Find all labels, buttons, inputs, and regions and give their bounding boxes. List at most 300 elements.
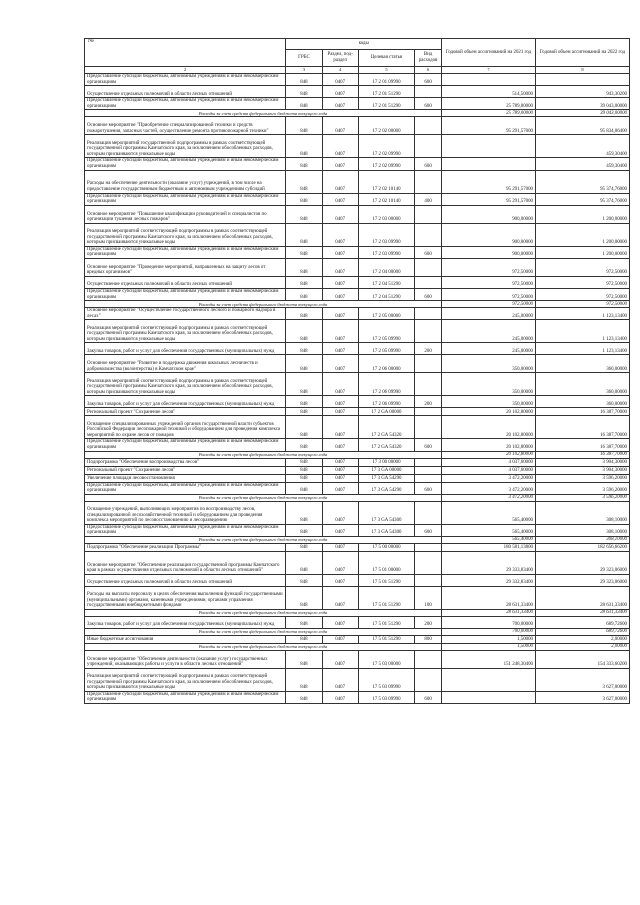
row-amount-2022: 1 200,00000: [535, 223, 629, 246]
row-amount-2022: 1 123,13400: [535, 343, 629, 355]
row-amount-2022: 1 123,13400: [535, 308, 629, 320]
row-section: 0407: [322, 650, 358, 668]
row-grbs: 848: [286, 458, 322, 466]
row-grbs: 848: [286, 308, 322, 320]
row-target-code: 17 2 01 09990: [358, 74, 414, 86]
row-amount-2022: 2,00000: [535, 635, 629, 643]
row-name: Подпрограмма "Обеспечение реализации Программы": [85, 543, 286, 551]
row-name: Предоставление субсидий бюджетным, автономным учреждениям и иным некоммерческим организациям: [85, 246, 286, 258]
row-name: Осуществление отдельных полномочий в области лесных отношений: [85, 574, 286, 586]
column-number: 3: [286, 67, 322, 74]
subtotal-row: [85, 451, 630, 458]
table-row: [85, 635, 630, 643]
row-expense-kind: 100: [415, 586, 442, 609]
row-section: 0407: [322, 635, 358, 643]
row-section: 0407: [322, 474, 358, 482]
row-section: 0407: [322, 551, 358, 574]
row-amount-2022: 1 200,00000: [535, 246, 629, 258]
row-amount-2022: 308,10000: [535, 524, 629, 536]
row-expense-kind: 600: [415, 691, 442, 703]
row-target-code: 17 3 GA 54300: [358, 524, 414, 536]
row-name: Предоставление субсидий бюджетным, автономным учреждениям и иным некоммерческим организациям: [85, 193, 286, 205]
row-grbs: 848: [286, 482, 322, 494]
row-target-code: 17 2 01 51290: [358, 98, 414, 110]
row-amount-2021: 20 102,80000: [442, 451, 536, 458]
subtotal-row: [85, 628, 630, 635]
row-section: 0407: [322, 276, 358, 288]
row-target-code: 17 2 04 51290: [358, 288, 414, 300]
column-number: 7: [442, 67, 536, 74]
table-row: [85, 668, 630, 691]
row-section: 0407: [322, 373, 358, 396]
table-row: [85, 308, 630, 320]
row-amount-2022: 3 904,30000: [535, 466, 629, 474]
row-amount-2021: 972,50000: [442, 276, 536, 288]
row-expense-kind: [415, 223, 442, 246]
row-section: 0407: [322, 416, 358, 439]
row-name: Расходы за счет средств федерального бюджета текущего года: [85, 643, 442, 650]
row-expense-kind: [415, 355, 442, 373]
row-section: 0407: [322, 466, 358, 474]
row-section: 0407: [322, 691, 358, 703]
row-grbs: 848: [286, 635, 322, 643]
table-row: [85, 551, 630, 574]
row-grbs: 848: [286, 158, 322, 170]
row-name: Основное мероприятие "Обеспечение реализации государственной программы Камчатского края в рамках осуществления отдельных полномочий в области лесных отношений": [85, 551, 286, 574]
row-expense-kind: 600: [415, 98, 442, 110]
row-name: Расходы за счет средств федерального бюджета текущего года: [85, 609, 442, 616]
row-amount-2022: 95 374,76000: [535, 193, 629, 205]
table-row: [85, 320, 630, 343]
row-section: 0407: [322, 320, 358, 343]
row-amount-2021: 28 631,33400: [442, 609, 536, 616]
table-row: [85, 373, 630, 396]
row-amount-2022: 943,30200: [535, 86, 629, 98]
row-section: 0407: [322, 586, 358, 609]
row-grbs: 848: [286, 205, 322, 223]
subtotal-row: [85, 643, 630, 650]
row-grbs: 848: [286, 586, 322, 609]
table-row: [85, 193, 630, 205]
table-row: [85, 482, 630, 494]
row-amount-2021: [442, 74, 536, 86]
row-amount-2021: 350,00000: [442, 396, 536, 408]
row-expense-kind: [415, 408, 442, 416]
column-number: 5: [358, 67, 414, 74]
row-amount-2022: 3 596,20000: [535, 482, 629, 494]
row-target-code: 17 2 04 00000: [358, 258, 414, 276]
row-name: Основное мероприятие "Развитие и поддержка движения школьных лесничеств и добровольчества (волонтерства) в Камчатском крае": [85, 355, 286, 373]
row-section: 0407: [322, 524, 358, 536]
row-expense-kind: 600: [415, 524, 442, 536]
row-amount-2021: 565,40000: [442, 524, 536, 536]
table-row: [85, 439, 630, 451]
row-section: 0407: [322, 193, 358, 205]
row-grbs: 848: [286, 466, 322, 474]
row-expense-kind: 600: [415, 246, 442, 258]
row-expense-kind: 200: [415, 616, 442, 628]
column-number: 2: [85, 67, 286, 74]
table-row: [85, 524, 630, 536]
row-expense-kind: [415, 86, 442, 98]
row-amount-2021: 972,50000: [442, 258, 536, 276]
row-amount-2021: [442, 668, 536, 691]
row-target-code: 17 2 05 09990: [358, 320, 414, 343]
row-amount-2021: 972,50000: [442, 288, 536, 300]
row-section: 0407: [322, 543, 358, 551]
row-amount-2022: 16 387,70000: [535, 439, 629, 451]
row-amount-2021: [442, 691, 536, 703]
year-2021-header: Годовой объем ассигнований на 2021 год: [442, 39, 536, 67]
row-grbs: 848: [286, 373, 322, 396]
row-amount-2021: 25 789,00000: [442, 110, 536, 117]
row-amount-2021: [442, 135, 536, 158]
table-row: [85, 501, 630, 524]
row-amount-2021: 3 472,20000: [442, 474, 536, 482]
row-target-code: 17 3 GA 54290: [358, 474, 414, 482]
row-amount-2022: 28 631,33400: [535, 586, 629, 609]
row-target-code: 17 5 01 51290: [358, 574, 414, 586]
row-amount-2022: 29 323,06000: [535, 551, 629, 574]
row-grbs: 848: [286, 135, 322, 158]
table-row: [85, 158, 630, 170]
row-amount-2022: 689,72600: [535, 628, 629, 635]
row-grbs: 848: [286, 396, 322, 408]
row-target-code: 17 2 02 10140: [358, 170, 414, 193]
row-grbs: 848: [286, 246, 322, 258]
row-grbs: 848: [286, 501, 322, 524]
row-target-code: 17 2 02 09990: [358, 158, 414, 170]
row-name: Реализация мероприятий государственной подпрограммы в рамках соответствующей государственной программы Камчатского края, за исключением обособленных расходов, которым присваиваются уникальные коды: [85, 135, 286, 158]
row-name: Увеличение площади лесовосстановления: [85, 474, 286, 482]
table-body: [85, 74, 630, 704]
row-amount-2021: 1,50000: [442, 643, 536, 650]
target-header: Целевая статья: [358, 50, 414, 67]
row-target-code: 17 2 06 00000: [358, 355, 414, 373]
row-target-code: 17 3 00 00000: [358, 458, 414, 466]
row-section: 0407: [322, 158, 358, 170]
row-name: Основное мероприятие "Повышение квалификации руководителей и специалистов по организации тушения лесных пожаров": [85, 205, 286, 223]
row-name: Основное мероприятие "Осуществление государственного лесного и пожарного надзора в лесах": [85, 308, 286, 320]
row-amount-2022: 689,72600: [535, 616, 629, 628]
row-grbs: 848: [286, 288, 322, 300]
row-amount-2021: 151 248,30400: [442, 650, 536, 668]
row-name: Предоставление субсидий бюджетным, автономным учреждениям и иным некоммерческим организациям: [85, 158, 286, 170]
row-amount-2022: 308,10000: [535, 536, 629, 543]
row-grbs: 848: [286, 193, 322, 205]
row-amount-2022: 182 656,66200: [535, 543, 629, 551]
section-header: Раздел, под-раздел: [322, 50, 358, 67]
subtotal-row: [85, 110, 630, 117]
row-amount-2022: 16 387,70000: [535, 416, 629, 439]
row-name: Расходы на выплаты персоналу в целях обеспечения выполнения функций государственными (муниципальными) органами, казенными учреждениями, органами управления государственными внебюджетными фондами: [85, 586, 286, 609]
row-expense-kind: 600: [415, 74, 442, 86]
row-amount-2021: 350,00000: [442, 373, 536, 396]
row-expense-kind: [415, 474, 442, 482]
row-amount-2022: 16 387,70000: [535, 408, 629, 416]
row-amount-2022: [535, 74, 629, 86]
row-grbs: 848: [286, 86, 322, 98]
column-number: 6: [415, 67, 442, 74]
row-amount-2022: 95 374,76000: [535, 170, 629, 193]
row-expense-kind: [415, 320, 442, 343]
row-name: Реализация мероприятий соответствующей подпрограммы в рамках соответствующей государственной программы Камчатского края, за исключением обособленных расходов, которым присваиваются уникальные коды: [85, 320, 286, 343]
row-amount-2021: 20 102,80000: [442, 408, 536, 416]
table-row: [85, 474, 630, 482]
column-number-row: [85, 67, 630, 74]
row-amount-2022: 2,00000: [535, 643, 629, 650]
row-section: 0407: [322, 501, 358, 524]
row-amount-2022: 459,30400: [535, 158, 629, 170]
row-amount-2022: 39 043,00000: [535, 98, 629, 110]
row-name: Оснащение учреждений, выполняющих мероприятия по воспроизводству лесов, специализированной лесохозяйственной техникой и оборудованием для проведения комплекса мероприятий по лесовосстановлению и лесоразведению: [85, 501, 286, 524]
row-section: 0407: [322, 86, 358, 98]
row-name: Предоставление субсидий бюджетным, автономным учреждениям и иным некоммерческим организациям: [85, 288, 286, 300]
row-grbs: 848: [286, 416, 322, 439]
table-row: [85, 288, 630, 300]
row-expense-kind: [415, 416, 442, 439]
row-amount-2022: 3 596,20000: [535, 474, 629, 482]
row-amount-2021: 565,40000: [442, 536, 536, 543]
row-expense-kind: 800: [415, 635, 442, 643]
row-amount-2022: 28 631,33400: [535, 609, 629, 616]
row-amount-2022: 1 123,13400: [535, 320, 629, 343]
row-name: Осуществление отдельных полномочий в области лесных отношений: [85, 86, 286, 98]
row-grbs: 848: [286, 616, 322, 628]
codes-header: коды: [286, 39, 442, 50]
row-amount-2021: 972,50000: [442, 301, 536, 308]
table-row: [85, 408, 630, 416]
row-amount-2021: [442, 158, 536, 170]
row-section: 0407: [322, 458, 358, 466]
row-amount-2022: 29 323,06000: [535, 574, 629, 586]
row-target-code: 17 5 01 51290: [358, 586, 414, 609]
row-amount-2022: 154 333,60200: [535, 650, 629, 668]
grbs-header: ГРБС: [286, 50, 322, 67]
row-name: Предоставление субсидий бюджетным, автономным учреждениям и иным некоммерческим организациям: [85, 439, 286, 451]
row-amount-2022: 308,10000: [535, 501, 629, 524]
row-grbs: 848: [286, 320, 322, 343]
row-section: 0407: [322, 355, 358, 373]
row-section: 0407: [322, 574, 358, 586]
row-amount-2022: 972,50000: [535, 288, 629, 300]
subtotal-row: [85, 301, 630, 308]
row-amount-2021: 3 472,20000: [442, 494, 536, 501]
row-target-code: 17 2 01 51290: [358, 86, 414, 98]
row-name: Закупка товаров, работ и услуг для обеспечения государственных (муниципальных) нужд: [85, 396, 286, 408]
row-target-code: 17 5 01 51290: [358, 616, 414, 628]
row-section: 0407: [322, 246, 358, 258]
row-name: Основное мероприятие "Приобретение специализированной техники и средств пожаротушения, запасных частей, осуществление ремонта противопожарной техники": [85, 117, 286, 135]
row-name: Расходы за счет средств федерального бюджета текущего года: [85, 451, 442, 458]
row-name: Региональный проект "Сохранение лесов": [85, 466, 286, 474]
row-name: Расходы за счет средств федерального бюджета текущего года: [85, 494, 442, 501]
subtotal-row: [85, 494, 630, 501]
row-expense-kind: 200: [415, 396, 442, 408]
row-expense-kind: [415, 668, 442, 691]
row-amount-2021: 700,00000: [442, 616, 536, 628]
row-name: Реализация мероприятий соответствующей подпрограммы в рамках соответствующей государственной программы Камчатского края, за исключением обособленных расходов, которым присваиваются уникальные коды: [85, 223, 286, 246]
row-grbs: 848: [286, 355, 322, 373]
row-section: 0407: [322, 135, 358, 158]
row-target-code: 17 2 GA 54320: [358, 416, 414, 439]
row-amount-2022: 360,00000: [535, 396, 629, 408]
row-section: 0407: [322, 396, 358, 408]
subtotal-row: [85, 609, 630, 616]
row-section: 0407: [322, 343, 358, 355]
row-section: 0407: [322, 205, 358, 223]
row-name: Оснащение специализированных учреждений органов государственной власти субъектов Российской Федерации лесопожарной техникой и оборудованием для проведения комплекса мероприятий по охране лесов от пожаров: [85, 416, 286, 439]
row-target-code: 17 5 03 09990: [358, 668, 414, 691]
row-name: Иные бюджетные ассигнования: [85, 635, 286, 643]
row-amount-2021: 900,00000: [442, 205, 536, 223]
row-amount-2021: 28 631,33400: [442, 586, 536, 609]
row-amount-2021: 180 581,13800: [442, 543, 536, 551]
row-grbs: 848: [286, 117, 322, 135]
row-target-code: 17 3 GA 00000: [358, 466, 414, 474]
table-row: [85, 205, 630, 223]
row-grbs: 848: [286, 276, 322, 288]
row-section: 0407: [322, 482, 358, 494]
row-expense-kind: [415, 373, 442, 396]
row-amount-2021: 3 472,20000: [442, 482, 536, 494]
row-name: Осуществление отдельных полномочий в области лесных отношений: [85, 276, 286, 288]
table-row: [85, 586, 630, 609]
row-grbs: 848: [286, 574, 322, 586]
row-grbs: 848: [286, 170, 322, 193]
table-row: [85, 574, 630, 586]
row-section: 0407: [322, 288, 358, 300]
row-section: 0407: [322, 616, 358, 628]
table-row: [85, 416, 630, 439]
row-section: 0407: [322, 439, 358, 451]
row-name: Региональный проект "Сохранение лесов": [85, 408, 286, 416]
row-section: 0407: [322, 74, 358, 86]
row-name: Реализация мероприятий соответствующей подпрограммы в рамках соответствующей государственной программы Камчатского края, за исключением обособленных расходов, которым присваиваются уникальные коды: [85, 668, 286, 691]
row-expense-kind: 600: [415, 482, 442, 494]
row-name: Закупка товаров, работ и услуг для обеспечения государственных (муниципальных) нужд: [85, 343, 286, 355]
table-row: [85, 691, 630, 703]
row-grbs: 848: [286, 98, 322, 110]
row-amount-2021: 25 789,00000: [442, 98, 536, 110]
row-amount-2021: 20 102,80000: [442, 439, 536, 451]
row-grbs: 848: [286, 343, 322, 355]
row-expense-kind: [415, 543, 442, 551]
row-amount-2021: 20 102,80000: [442, 416, 536, 439]
row-expense-kind: [415, 276, 442, 288]
table-row: [85, 616, 630, 628]
row-section: 0407: [322, 258, 358, 276]
row-expense-kind: [415, 551, 442, 574]
row-section: 0407: [322, 308, 358, 320]
row-target-code: 17 5 01 00000: [358, 551, 414, 574]
row-amount-2022: 95 834,06400: [535, 117, 629, 135]
row-name: Предоставление субсидий бюджетным, автономным учреждениям и иным некоммерческим организациям: [85, 74, 286, 86]
table-row: [85, 396, 630, 408]
table-row: [85, 458, 630, 466]
table-row: [85, 276, 630, 288]
row-expense-kind: [415, 135, 442, 158]
subtotal-row: [85, 536, 630, 543]
row-amount-2022: 360,00000: [535, 355, 629, 373]
row-name: Предоставление субсидий бюджетным, автономным учреждениям и иным некоммерческим организациям: [85, 482, 286, 494]
row-name: Предоставление субсидий бюджетным, автономным учреждениям и иным некоммерческим организациям: [85, 524, 286, 536]
row-target-code: 17 5 03 00000: [358, 650, 414, 668]
row-grbs: 848: [286, 543, 322, 551]
budget-table: [84, 38, 630, 704]
row-expense-kind: [415, 117, 442, 135]
row-amount-2021: 245,00000: [442, 320, 536, 343]
row-name: Расходы за счет средств федерального бюджета текущего года: [85, 110, 442, 117]
row-amount-2021: 29 332,83400: [442, 574, 536, 586]
row-section: 0407: [322, 98, 358, 110]
row-amount-2021: 565,40000: [442, 501, 536, 524]
row-target-code: 17 2 04 51290: [358, 276, 414, 288]
row-amount-2021: 900,00000: [442, 223, 536, 246]
row-amount-2021: 95 291,57000: [442, 170, 536, 193]
row-expense-kind: 400: [415, 193, 442, 205]
row-expense-kind: [415, 308, 442, 320]
row-target-code: 17 2 GA 00000: [358, 408, 414, 416]
row-grbs: 848: [286, 524, 322, 536]
row-grbs: 848: [286, 223, 322, 246]
year-2022-header: Годовой объем ассигнований на 2022 год: [535, 39, 629, 67]
row-amount-2021: 514,50000: [442, 86, 536, 98]
row-expense-kind: [415, 574, 442, 586]
row-amount-2021: 245,00000: [442, 343, 536, 355]
row-name: Закупка товаров, работ и услуг для обеспечения государственных (муниципальных) нужд: [85, 616, 286, 628]
row-expense-kind: 600: [415, 158, 442, 170]
row-target-code: 17 2 02 09990: [358, 135, 414, 158]
row-amount-2022: 39 043,00000: [535, 110, 629, 117]
row-grbs: 848: [286, 408, 322, 416]
table-row: [85, 466, 630, 474]
row-name: Предоставление субсидий бюджетным, автономным учреждениям и иным некоммерческим организациям: [85, 691, 286, 703]
row-target-code: 17 3 GA 54290: [358, 482, 414, 494]
row-name: Основное мероприятие "Проведение мероприятий, направленных на защиту лесов от вредных организмов": [85, 258, 286, 276]
row-amount-2022: 972,50000: [535, 301, 629, 308]
row-target-code: 17 2 05 09990: [358, 343, 414, 355]
row-target-code: 17 2 02 10140: [358, 193, 414, 205]
name-column-header: [85, 39, 286, 67]
row-grbs: 848: [286, 258, 322, 276]
row-amount-2022: 3 627,00000: [535, 668, 629, 691]
row-name: Предоставление субсидий бюджетным, автономным учреждениям и иным некоммерческим организациям: [85, 98, 286, 110]
row-target-code: 17 2 03 09990: [358, 223, 414, 246]
row-name: Расходы за счет средств федерального бюджета текущего года: [85, 536, 442, 543]
table-row: [85, 98, 630, 110]
table-row: [85, 223, 630, 246]
row-name: Реализация мероприятий соответствующей подпрограммы в рамках соответствующей государственной программы Камчатского края, за исключением обособленных расходов, которым присваиваются уникальные коды: [85, 373, 286, 396]
row-section: 0407: [322, 170, 358, 193]
row-target-code: 17 2 03 00000: [358, 205, 414, 223]
row-grbs: 848: [286, 650, 322, 668]
row-expense-kind: [415, 170, 442, 193]
row-grbs: 848: [286, 74, 322, 86]
table-row: [85, 355, 630, 373]
table-row: [85, 170, 630, 193]
row-section: 0407: [322, 117, 358, 135]
row-name: Основное мероприятие "Обеспечение деятельности (оказание услуг) государственных учреждений, оказывающих работы и услуги в области лесных отношений": [85, 650, 286, 668]
row-section: 0407: [322, 223, 358, 246]
row-amount-2022: 459,30400: [535, 135, 629, 158]
row-target-code: 17 2 06 09990: [358, 373, 414, 396]
row-amount-2022: 3 904,30000: [535, 458, 629, 466]
table-row: [85, 650, 630, 668]
row-amount-2021: 350,00000: [442, 355, 536, 373]
table-row: [85, 74, 630, 86]
row-section: 0407: [322, 668, 358, 691]
